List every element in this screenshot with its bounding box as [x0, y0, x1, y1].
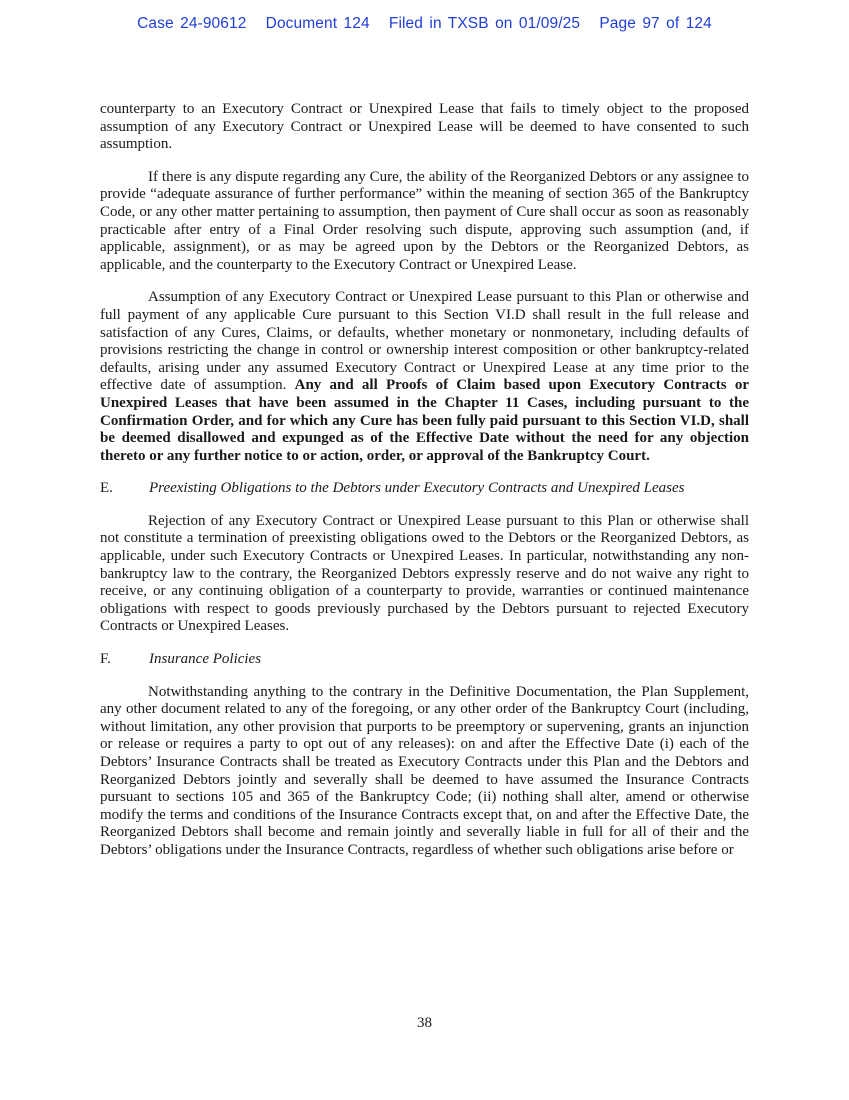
document-body [100, 101, 749, 875]
section-title: Insurance Policies [149, 651, 262, 668]
filing-header [0, 15, 849, 33]
section-title: Preexisting Obligations to the Debtors under Executory Contracts and Unexpired Leases [149, 480, 685, 497]
assumption-text: Assumption of any Executory Contract or Unexpired Lease pursuant to this Plan or otherwise and full payment of any applicable Cure pursuant to this Section VI.D shall result in the full release and satisfaction of any Cures, Claims, or defaults, whether monetary or nonmonetary, including defaults of provisions restricting the change in control or ownership interest composition or other bankruptcy-related defaults, arising under any assumed Executory Contract or Unexpired Lease at any time prior to the effective date of assumption. [100, 289, 749, 394]
section-letter: E. [100, 480, 113, 497]
section-letter: F. [100, 651, 111, 668]
paragraph-assumption [100, 289, 749, 465]
case-number: Case 24-90612 [137, 15, 247, 32]
filed-info: Filed in TXSB on 01/09/25 [388, 15, 581, 32]
page-number: 38 [417, 1015, 432, 1031]
paragraph-insurance: Notwithstanding anything to the contrary in the Definitive Documentation, the Plan Supplement, any other document related to any of the foregoing, or any other order of the Bankruptcy Court (including, without limitation, any other provision that purports to be preemptory or supervening, grants an injunction or release or requires a party to opt out of any releases): on and after the Effective Date (i) each of the Debtors’ Insurance Contracts shall be treated as Executory Contracts under this Plan and the Debtors and Reorganized Debtors jointly and severally shall be deemed to have assumed the Insurance Contracts pursuant to sections 105 and 365 of the Bankruptcy Code; (ii) nothing shall alter, amend or otherwise modify the terms and conditions of the Insurance Contracts except that, on and after the Effective Date, the Reorganized Debtors shall become and remain jointly and severally liable in full for all of their and the Debtors’ obligations under the Insurance Contracts, regardless of whether such obligations arise before or [100, 683, 749, 858]
paragraph-rejection: Rejection of any Executory Contract or Unexpired Lease pursuant to this Plan or otherwise shall not constitute a termination of preexisting obligations owed to the Debtors or the Reorganized Debtors, as applicable, under such Executory Contracts or Unexpired Leases. In particular, notwithstanding any non-bankruptcy law to the contrary, the Reorganized Debtors expressly reserve and do not waive any right to receive, or any continuing obligation of a counterparty to provide, warranties or continued maintenance obligations with respect to goods previously purchased by the Debtors pursuant to rejected Executory Contracts or Unexpired Leases. [100, 512, 749, 635]
section-heading-f [100, 651, 749, 669]
section-heading-e [100, 480, 749, 498]
assumption-bold-text: Any and all Proofs of Claim based upon Executory Contracts or Unexpired Leases that have been assumed in the Chapter 11 Cases, including pursuant to the Confirmation Order, and for which any Cure has been fully paid pursuant to this Section VI.D, shall be deemed disallowed and expunged as of the Effective Date without the need for any objection thereto or any further notice to or action, order, or approval of the Bankruptcy Court. [100, 377, 750, 464]
paragraph-continuation: counterparty to an Executory Contract or Unexpired Lease that fails to timely object to the proposed assumption of any Executory Contract or Unexpired Lease will be deemed to have consented to such assumption. [100, 101, 749, 153]
page-info: Page 97 of 124 [599, 15, 712, 32]
paragraph-cure-dispute: If there is any dispute regarding any Cure, the ability of the Reorganized Debtors or any assignee to provide “adequate assurance of further performance” within the meaning of section 365 of the Bankruptcy Code, or any other matter pertaining to assumption, then payment of Cure shall occur as soon as reasonably practicable after entry of a Final Order resolving such dispute, approving such assumption (and, if applicable, assignment), or as may be agreed upon by the Debtors or the Reorganized Debtors, as applicable, and the counterparty to the Executory Contract or Unexpired Lease. [100, 168, 749, 273]
document-number: Document 124 [265, 15, 370, 32]
